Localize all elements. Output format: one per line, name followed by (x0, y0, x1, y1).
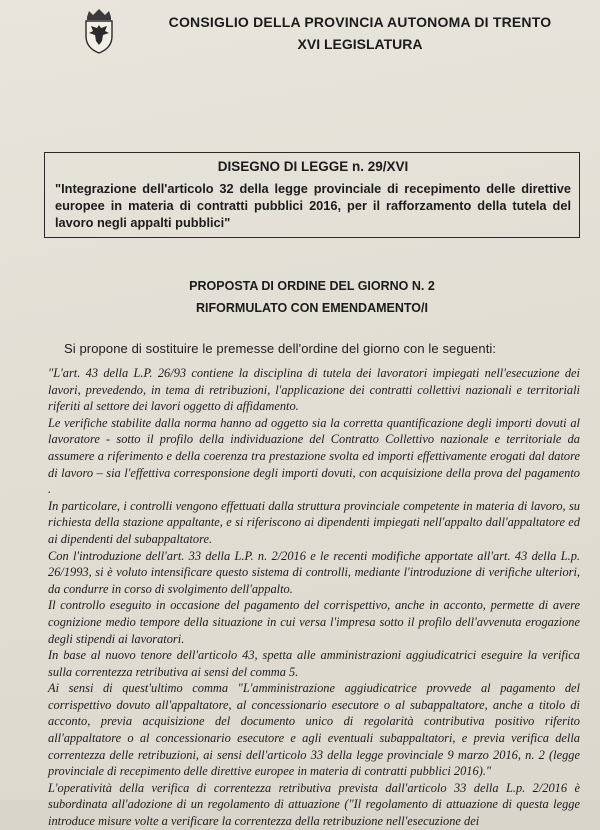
proposal-line-2: RIFORMULATO CON EMENDAMENTO/I (196, 301, 428, 315)
proposal-line-1: PROPOSTA DI ORDINE DEL GIORNO N. 2 (189, 279, 435, 293)
bill-box (44, 152, 580, 238)
document-header (130, 14, 590, 52)
paragraph: Il controllo eseguito in occasione del pagamento del corrispettivo, anche in acconto, permette di avere cognizione medio tempore della situazione in cui versa l'impresa sotto il profilo dell'avvenuta erogazione degli stipendi ai lavoratori. (48, 598, 580, 646)
council-name: CONSIGLIO DELLA PROVINCIA AUTONOMA DI TRENTO (168, 14, 552, 30)
paragraph: L'operatività della verifica di correntezza retributiva prevista dall'articolo 33 della L.p. 2/2016 è subordinata all'adozione di un regolamento di attuazione ("Il regolamento di attuazione di questa legge introduce misure volte a verificare la correntezza della retribuzione nell'esecuzione dei (48, 780, 580, 829)
bill-subject: "Integrazione dell'articolo 32 della legge provinciale di recepimento delle direttive europee in materia di contratti pubblici 2016, per il rafforzamento della tutela del lavoro negli appalti pubblici" (55, 181, 571, 230)
proposal-title (44, 275, 580, 319)
intro-text: Si propone di sostituire le premesse dell'ordine del giorno con le seguenti: (64, 341, 497, 356)
paragraph: Le verifiche stabilite dalla norma hanno ad oggetto sia la corretta quantificazione degli importi dovuti al lavoratore - sotto il profilo della individuazione del Contratto Collettivo nazionale e territoriale da assumere a riferimento e della coerenza tra prestazione svolta ed importi effettivamente erogati dal datore di lavoro – sia l'effettiva corresponsione degli importi dovuti, con acquisizione della prova del pagamento . (48, 415, 580, 497)
paragraph: In base al nuovo tenore dell'articolo 43, spetta alle amministrazioni aggiudicatrici eseguire la verifica sulla correntezza retributiva ai sensi del comma 5. (48, 648, 580, 679)
coat-of-arms-icon (80, 8, 118, 54)
paragraph: "L'art. 43 della L.P. 26/93 contiene la disciplina di tutela dei lavoratori impiegati nell'esecuzione dei lavori, prevedendo, in tema di retribuzioni, l'applicazione dei contratti collettivi nazionali e territoriali riferiti al settore dei lavori oggetto di affidamento. (48, 366, 580, 414)
paragraph: In particolare, i controlli vengono effettuati dalla struttura provinciale competente in materia di lavoro, su richiesta della stazione appaltante, e si riferiscono ai dipendenti impiegati nell'appalto dall'appaltatore ed ai dipendenti del subappaltatore. (48, 498, 580, 546)
bill-number: DISEGNO DI LEGGE n. 29/XVI (217, 159, 409, 174)
paragraph: Con l'introduzione dell'art. 33 della L.P. n. 2/2016 e le recenti modifiche apportate all'art. 43 della L.p. 26/1993, si è voluto intensificare questo sistema di controlli, mediante l'introduzione di verifiche ulteriori, da condurre in corso di svolgimento dell'appalto. (48, 548, 580, 596)
legislature: XVI LEGISLATURA (297, 36, 423, 52)
paragraph: Ai sensi di quest'ultimo comma "L'amministrazione aggiudicatrice provvede al pagamento del corrispettivo dovuto all'appaltatore, al concessionario esecutore o al subappaltatore, anche a titolo di acconto, previa acquisizione del documento unico di regolarità contributiva positivo riferito all'appaltatore o al concessionario esecutore e agli eventuali subappaltatori, e previa verifica della correntezza delle retribuzioni, ai sensi dell'articolo 33 della legge provinciale 9 marzo 2016, n. 2 (legge provinciale di recepimento delle direttive europee in materia di contratti pubblici 2016)." (48, 681, 580, 779)
premises-body (48, 365, 580, 830)
